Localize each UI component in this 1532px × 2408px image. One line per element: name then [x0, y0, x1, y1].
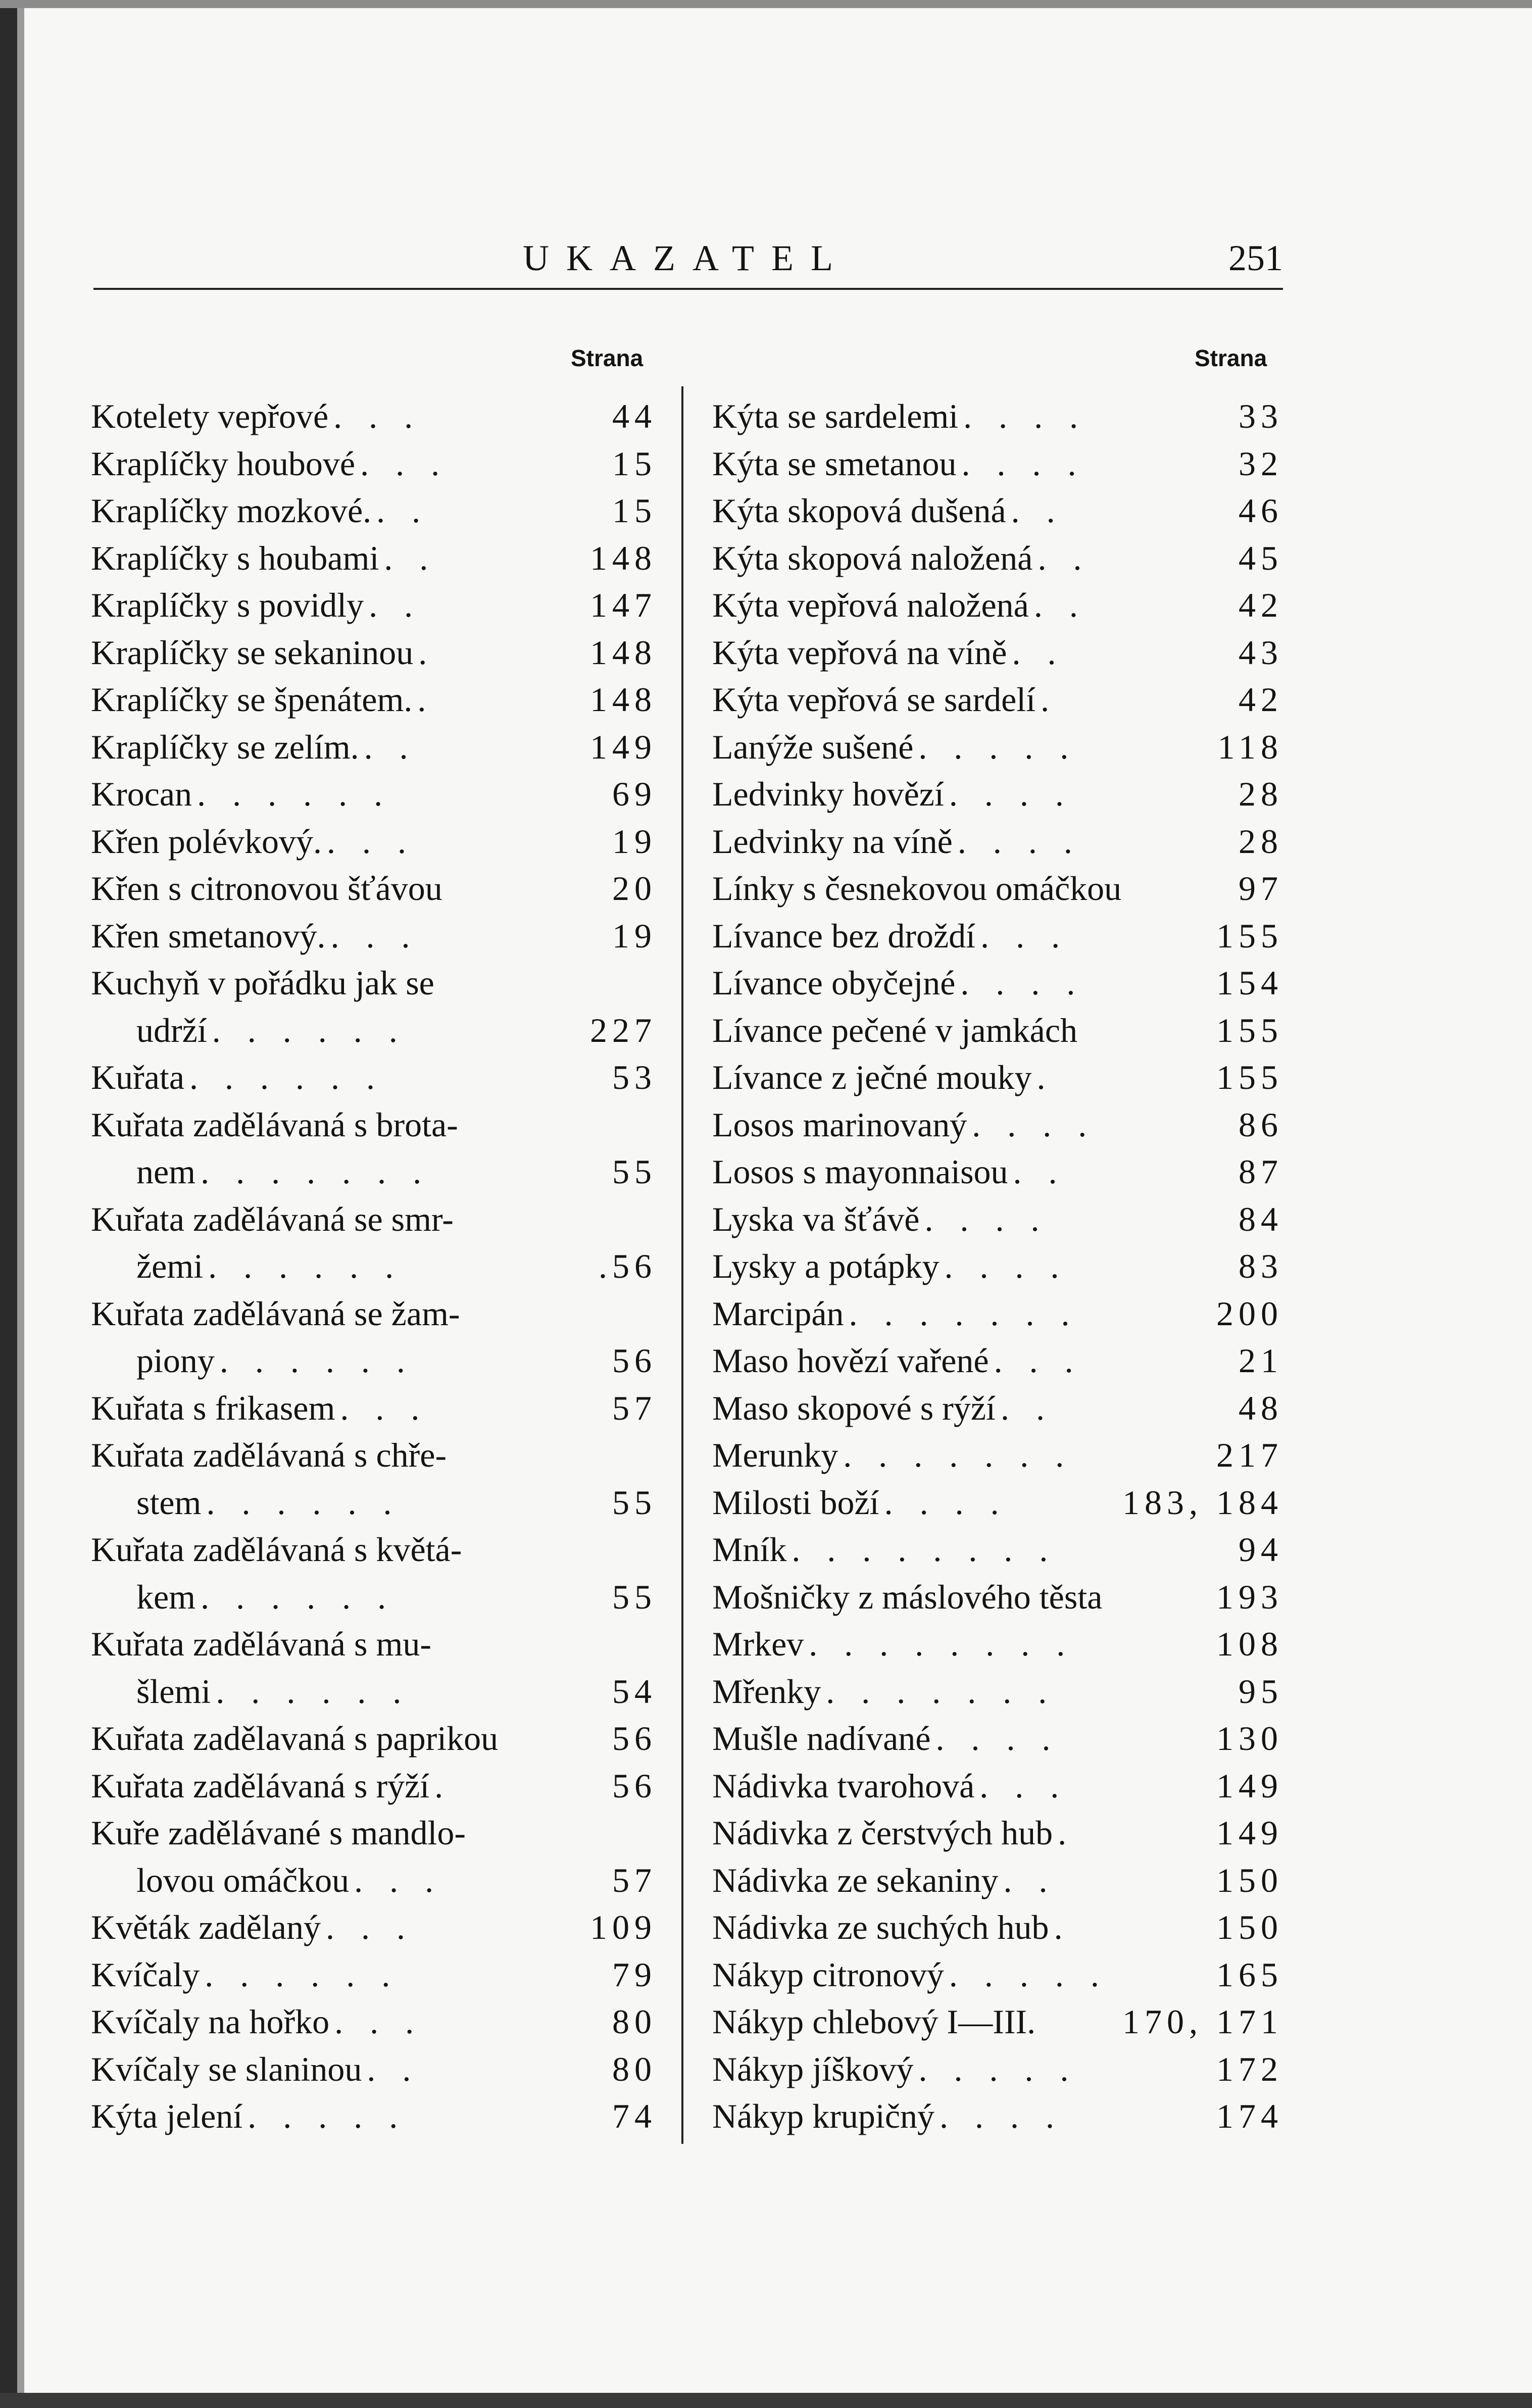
index-entry [712, 1763, 1283, 1810]
entry-page-number: 80 [612, 2002, 657, 2041]
entry-page-number: 150 [1216, 1861, 1283, 1899]
entry-page-number: 130 [1216, 1719, 1283, 1758]
entry-name: Mušle nadívané [712, 1719, 931, 1758]
entry-name: Nákyp chlebový I—III. [712, 2002, 1036, 2041]
entry-page-number: 200 [1216, 1294, 1283, 1333]
index-entry [91, 724, 657, 771]
entry-name: Nákyp krupičný [712, 2097, 935, 2135]
index-entry [91, 1574, 657, 1621]
entry-name: Kuřata zadělavaná s paprikou [91, 1719, 499, 1758]
entry-name: Křen smetanový. [91, 916, 326, 955]
entry-name: Kuchyň v pořádku jak se [91, 964, 434, 1002]
index-entry [91, 1857, 657, 1904]
entry-leader-dots: . . . . . . [216, 1672, 411, 1711]
index-entry [91, 1621, 657, 1668]
entry-page-number: 174 [1216, 2097, 1283, 2135]
entry-name: stem [136, 1483, 202, 1522]
entry-name: šlemi [136, 1672, 211, 1711]
entry-page-number: 33 [1239, 397, 1283, 435]
index-entry [91, 865, 657, 913]
index-entry [91, 676, 657, 724]
entry-leader-dots: . . . . . . [208, 1247, 403, 1285]
entry-name: Lívance z ječné mouky [712, 1058, 1032, 1096]
entry-page-number: 69 [612, 775, 657, 813]
entry-page-number: 55 [612, 1152, 657, 1191]
entry-leader-dots: . . . . . . . [201, 1152, 431, 1191]
entry-name: Kotelety vepřové [91, 397, 329, 435]
entry-page-number: 148 [590, 633, 657, 672]
index-entry [91, 1432, 657, 1479]
index-entry [712, 1668, 1283, 1716]
entry-name: Kýta vepřová se sardelí [712, 680, 1036, 719]
entry-page-number: 172 [1216, 2049, 1283, 2088]
index-entry [712, 1337, 1283, 1385]
entry-name: Maso skopové s rýží [712, 1388, 996, 1427]
entry-page-number: 147 [590, 586, 657, 624]
entry-page-number: 44 [612, 397, 657, 435]
entry-leader-dots: . . . . . . [201, 1577, 396, 1616]
entry-name: udrží [136, 1011, 207, 1049]
index-entry [91, 1148, 657, 1196]
index-entry [712, 487, 1283, 535]
index-entry [712, 2046, 1283, 2093]
index-entry [712, 676, 1283, 724]
index-entry [91, 629, 657, 677]
entry-page-number: 43 [1239, 633, 1283, 672]
entry-page-number: 150 [1216, 1908, 1283, 1946]
entry-page-number: 149 [1216, 1814, 1283, 1852]
entry-leader-dots: . . [369, 586, 422, 624]
index-entry [91, 1526, 657, 1574]
entry-name: Kraplíčky se sekaninou [91, 633, 414, 672]
entry-page-number: 148 [590, 538, 657, 577]
entry-name: Kýta se sardelemi [712, 397, 959, 435]
entry-name: Kraplíčky mozkové. [91, 491, 372, 530]
entry-page-number: 97 [1239, 869, 1283, 908]
entry-page-number: 42 [1239, 680, 1283, 719]
scan-edge-top [0, 0, 1532, 8]
index-entry [712, 2093, 1283, 2140]
entry-name: Ledvinky na víně [712, 822, 953, 861]
entry-page-number: 87 [1239, 1152, 1283, 1191]
entry-page-number: 74 [612, 2097, 657, 2135]
index-entry [712, 1526, 1283, 1574]
entry-leader-dots: . . . [360, 444, 449, 483]
entry-page-number: 19 [612, 916, 657, 955]
entry-page-number: 19 [612, 822, 657, 861]
index-entry [712, 865, 1283, 913]
entry-name: Kvíčaly se slaninou [91, 2049, 362, 2088]
scan-edge-shadow [17, 0, 24, 2408]
entry-page-number: 15 [612, 491, 657, 530]
entry-page-number: 155 [1216, 916, 1283, 955]
column-header-left: Strana [571, 345, 644, 371]
index-entry [91, 1668, 657, 1716]
entry-name: Mošničky z máslového těsta [712, 1577, 1103, 1616]
entry-page-number: 155 [1216, 1011, 1283, 1049]
entry-name: Lívance bez droždí [712, 916, 976, 955]
index-column-left [91, 393, 657, 2140]
entry-page-number: 79 [612, 1955, 657, 1994]
entry-leader-dots: . . [1037, 538, 1091, 577]
entry-page-number: 149 [1216, 1766, 1283, 1805]
index-entry [712, 1857, 1283, 1904]
entry-page-number: 32 [1239, 444, 1283, 483]
index-entry [91, 393, 657, 440]
entry-name: Kýta vepřová na víně [712, 633, 1007, 672]
index-entry [712, 1243, 1283, 1290]
entry-leader-dots: . . . . . . [197, 775, 392, 813]
entry-leader-dots: . . . . . . . [826, 1672, 1056, 1711]
entry-page-number: 80 [612, 2049, 657, 2088]
entry-leader-dots: . [1041, 680, 1059, 719]
entry-name: Kýta se smetanou [712, 444, 957, 483]
entry-name: Mrkev [712, 1625, 804, 1663]
index-entry [712, 771, 1283, 818]
entry-leader-dots: . . . . [944, 1247, 1068, 1285]
entry-name: Kýta jelení [91, 2097, 243, 2135]
entry-leader-dots: . . . [330, 916, 419, 955]
entry-page-number: 45 [1239, 538, 1283, 577]
entry-page-number: 95 [1239, 1672, 1283, 1711]
entry-name: Kraplíčky se špenátem. [91, 680, 413, 719]
index-entry [712, 1054, 1283, 1101]
entry-leader-dots: . . . . [972, 1105, 1096, 1144]
index-entry [712, 1432, 1283, 1479]
index-entry [712, 629, 1283, 677]
index-entry [91, 1998, 657, 2046]
entry-leader-dots: . . . . [963, 397, 1088, 435]
entry-leader-dots: . . . . [884, 1483, 1008, 1522]
entry-name: Kuřata zadělávaná s mu- [91, 1625, 431, 1663]
entry-page-number: 57 [612, 1861, 657, 1899]
entry-name: Nákyp citronový [712, 1955, 944, 1994]
entry-page-number: 217 [1216, 1436, 1283, 1474]
entry-page-number: 28 [1239, 822, 1283, 861]
entry-name: Kuřata zadělávaná s květá- [91, 1530, 462, 1569]
entry-leader-dots: . . . . . . . [849, 1294, 1079, 1333]
entry-page-number: 170, 171 [1122, 2002, 1283, 2041]
entry-page-number: 154 [1216, 964, 1283, 1002]
entry-name: Kvíčaly na hořko [91, 2002, 330, 2041]
entry-page-number: 20 [612, 869, 657, 908]
index-entry [91, 1810, 657, 1857]
entry-leader-dots: . . . . . . . . [792, 1530, 1057, 1569]
entry-leader-dots: . . . . [924, 1199, 1049, 1238]
entry-name: Losos marinovaný [712, 1105, 967, 1144]
entry-leader-dots: . . . . . [918, 2049, 1078, 2088]
index-entry [91, 487, 657, 535]
entry-leader-dots: . . . . . . [189, 1058, 384, 1096]
entry-leader-dots: . . . . . . [205, 1955, 400, 1994]
entry-name: Květák zadělaný [91, 1908, 321, 1946]
entry-page-number: 83 [1239, 1247, 1283, 1285]
entry-name: Krocan [91, 775, 192, 813]
entry-name: Kýta skopová naložená [712, 538, 1033, 577]
page-header [93, 232, 1283, 290]
index-entry [712, 1621, 1283, 1668]
index-entry [91, 1763, 657, 1810]
entry-name: Kuřata zadělávaná se smr- [91, 1199, 454, 1238]
index-entry [712, 440, 1283, 488]
entry-page-number: 109 [590, 1908, 657, 1946]
entry-leader-dots: . . . . [940, 2097, 1064, 2135]
index-entry [91, 1101, 657, 1149]
index-entry [91, 2093, 657, 2140]
entry-name: Kvíčaly [91, 1955, 200, 1994]
entry-leader-dots: . . . [979, 1766, 1068, 1805]
entry-page-number: 56 [612, 1766, 657, 1805]
entry-name: Kraplíčky houbové [91, 444, 356, 483]
entry-leader-dots: . . . . [935, 1719, 1060, 1758]
index-entry [712, 1951, 1283, 1999]
entry-leader-dots: . . . . . [248, 2097, 407, 2135]
index-entry [91, 2046, 657, 2093]
entry-name: Kuřata zadělávaná s brota- [91, 1105, 458, 1144]
index-entry [712, 1715, 1283, 1763]
entry-leader-dots: . . [1003, 1861, 1057, 1899]
entry-name: Ledvinky hovězí [712, 775, 944, 813]
index-entry [712, 1998, 1283, 2046]
entry-leader-dots: . . . [334, 2002, 423, 2041]
entry-name: lovou omáčkou [136, 1861, 350, 1899]
entry-page-number: 155 [1216, 1058, 1283, 1096]
entry-leader-dots: . . . . . [949, 1955, 1108, 1994]
entry-page-number: 149 [590, 727, 657, 766]
entry-leader-dots: . . . [354, 1861, 443, 1899]
index-entry [712, 535, 1283, 582]
entry-leader-dots: . [1036, 1058, 1055, 1096]
entry-leader-dots: . . [384, 538, 437, 577]
index-entry [91, 1054, 657, 1101]
entry-leader-dots: . . . . . . [206, 1483, 401, 1522]
index-entry [91, 535, 657, 582]
index-entry [712, 1479, 1283, 1527]
index-entry [91, 1243, 657, 1290]
entry-leader-dots: . . . . . . . . [809, 1625, 1074, 1663]
entry-page-number: 15 [612, 444, 657, 483]
entry-page-number: 108 [1216, 1625, 1283, 1663]
entry-leader-dots: . [418, 633, 436, 672]
index-entry [712, 960, 1283, 1007]
entry-name: Mník [712, 1530, 787, 1569]
entry-page-number: 48 [1239, 1388, 1283, 1427]
entry-page-number: 118 [1217, 727, 1283, 766]
entry-leader-dots: . . . . [960, 964, 1084, 1002]
entry-name: Kuřata zadělávaná se žam- [91, 1294, 460, 1333]
entry-name: Nádivka tvarohová [712, 1766, 975, 1805]
index-entry [91, 1337, 657, 1385]
entry-leader-dots: . . . [333, 397, 422, 435]
entry-page-number: 56 [612, 1341, 657, 1380]
entry-name: Kuře zadělávané s mandlo- [91, 1814, 466, 1852]
entry-leader-dots: . [434, 1766, 453, 1805]
entry-page-number: 55 [612, 1483, 657, 1522]
entry-name: Lysky a potápky [712, 1247, 940, 1285]
index-entry [712, 1148, 1283, 1196]
entry-page-number: .56 [599, 1247, 657, 1285]
entry-leader-dots: . . [367, 2049, 420, 2088]
index-entry [712, 818, 1283, 866]
index-entry [712, 1007, 1283, 1055]
entry-page-number: 57 [612, 1388, 657, 1427]
index-entry [712, 1385, 1283, 1432]
index-column-right [712, 393, 1283, 2140]
entry-name: nem [136, 1152, 196, 1191]
entry-name: Nádivka ze sekaniny [712, 1861, 999, 1899]
entry-name: Maso hovězí vařené [712, 1341, 989, 1380]
column-divider [681, 386, 683, 2144]
entry-leader-dots: . . . [325, 1908, 414, 1946]
entry-name: Křen polévkový. [91, 822, 322, 861]
index-entry [712, 1810, 1283, 1857]
index-entry [91, 1290, 657, 1338]
entry-leader-dots: . . [376, 491, 430, 530]
index-entry [91, 771, 657, 818]
entry-leader-dots: . . . . [949, 775, 1073, 813]
entry-page-number: 28 [1239, 775, 1283, 813]
index-entry [712, 1196, 1283, 1243]
entry-page-number: 165 [1216, 1955, 1283, 1994]
entry-page-number: 46 [1239, 491, 1283, 530]
index-entry [91, 960, 657, 1007]
entry-leader-dots: . . . . [961, 444, 1085, 483]
entry-name: Milosti boží [712, 1483, 879, 1522]
entry-page-number: 56 [612, 1719, 657, 1758]
index-entry [91, 818, 657, 866]
entry-leader-dots: . . . . [957, 822, 1081, 861]
entry-name: Lanýže sušené [712, 727, 914, 766]
entry-page-number: 42 [1239, 586, 1283, 624]
entry-leader-dots: . . [1000, 1388, 1054, 1427]
entry-name: Nákyp jíškový [712, 2049, 914, 2088]
entry-leader-dots: . . [1011, 491, 1064, 530]
index-entry [712, 1904, 1283, 1951]
entry-page-number: 55 [612, 1577, 657, 1616]
entry-page-number: 86 [1239, 1105, 1283, 1144]
entry-name: Křen s citronovou šťávou [91, 869, 442, 908]
entry-name: Lívance pečené v jamkách [712, 1011, 1078, 1049]
entry-name: Marcipán [712, 1294, 844, 1333]
entry-leader-dots: . [417, 680, 435, 719]
entry-name: Nádivka z čerstvých hub [712, 1814, 1053, 1852]
entry-leader-dots: . [1058, 1814, 1076, 1852]
scan-edge-bottom [0, 2393, 1532, 2408]
entry-name: Kraplíčky s houbami [91, 538, 379, 577]
entry-page-number: 183, 184 [1122, 1483, 1283, 1522]
entry-name: kem [136, 1577, 196, 1616]
entry-name: Kýta vepřová naložená [712, 586, 1029, 624]
index-entry [712, 1574, 1283, 1621]
entry-name: Lyska va šťávě [712, 1199, 920, 1238]
entry-name: Merunky [712, 1436, 838, 1474]
entry-leader-dots: . . [364, 727, 417, 766]
entry-name: Kuřata zadělávaná s chře- [91, 1436, 447, 1474]
entry-leader-dots: . . [1033, 586, 1087, 624]
entry-leader-dots: . . . . . . . [843, 1436, 1073, 1474]
entry-leader-dots: . . [1013, 1152, 1066, 1191]
index-entry [91, 1385, 657, 1432]
entry-name: Kraplíčky s povidly [91, 586, 364, 624]
entry-page-number: 53 [612, 1058, 657, 1096]
entry-name: Kraplíčky se zelím. [91, 727, 359, 766]
entry-name: Línky s česnekovou omáčkou [712, 869, 1122, 908]
entry-leader-dots: . . . . . [918, 727, 1078, 766]
entry-name: Nádivka ze suchých hub [712, 1908, 1049, 1946]
column-header-right: Strana [1195, 345, 1267, 371]
index-entry [712, 393, 1283, 440]
entry-name: Kuřata s frikasem [91, 1388, 335, 1427]
entry-name: Kýta skopová dušená [712, 491, 1006, 530]
index-entry [91, 582, 657, 629]
entry-name: Kuřata zadělávaná s rýží [91, 1766, 430, 1805]
entry-leader-dots: . . . [980, 916, 1069, 955]
index-entry [91, 440, 657, 488]
entry-page-number: 21 [1239, 1341, 1283, 1380]
index-entry [91, 1715, 657, 1763]
index-entry [91, 1951, 657, 1999]
index-entry [91, 1196, 657, 1243]
index-entry [712, 913, 1283, 960]
entry-page-number: 148 [590, 680, 657, 719]
entry-page-number: 84 [1239, 1199, 1283, 1238]
entry-leader-dots: . . . [327, 822, 416, 861]
entry-leader-dots: . [1054, 1908, 1072, 1946]
running-title: UKAZATEL [523, 238, 850, 278]
index-entry [91, 913, 657, 960]
index-entry [712, 582, 1283, 629]
entry-name: Mřenky [712, 1672, 821, 1711]
entry-name: Kuřata [91, 1058, 185, 1096]
index-entry [91, 1904, 657, 1951]
entry-leader-dots: . . . [340, 1388, 429, 1427]
scan-edge-left [0, 0, 17, 2408]
entry-name: Losos s mayonnaisou [712, 1152, 1008, 1191]
page-number: 251 [1228, 238, 1283, 278]
index-entry [712, 724, 1283, 771]
entry-page-number: 227 [590, 1011, 657, 1049]
entry-leader-dots: . . [1012, 633, 1065, 672]
entry-page-number: 193 [1216, 1577, 1283, 1616]
index-entry [91, 1007, 657, 1055]
entry-name: piony [136, 1341, 215, 1380]
entry-leader-dots: . . . [994, 1341, 1082, 1380]
index-entry [712, 1101, 1283, 1149]
index-entry [712, 1290, 1283, 1338]
entry-page-number: 94 [1239, 1530, 1283, 1569]
entry-page-number: 54 [612, 1672, 657, 1711]
entry-name: žemi [136, 1247, 204, 1285]
entry-leader-dots: . . . . . . [219, 1341, 414, 1380]
entry-name: Lívance obyčejné [712, 964, 956, 1002]
entry-leader-dots: . . . . . . [212, 1011, 407, 1049]
index-entry [91, 1479, 657, 1527]
